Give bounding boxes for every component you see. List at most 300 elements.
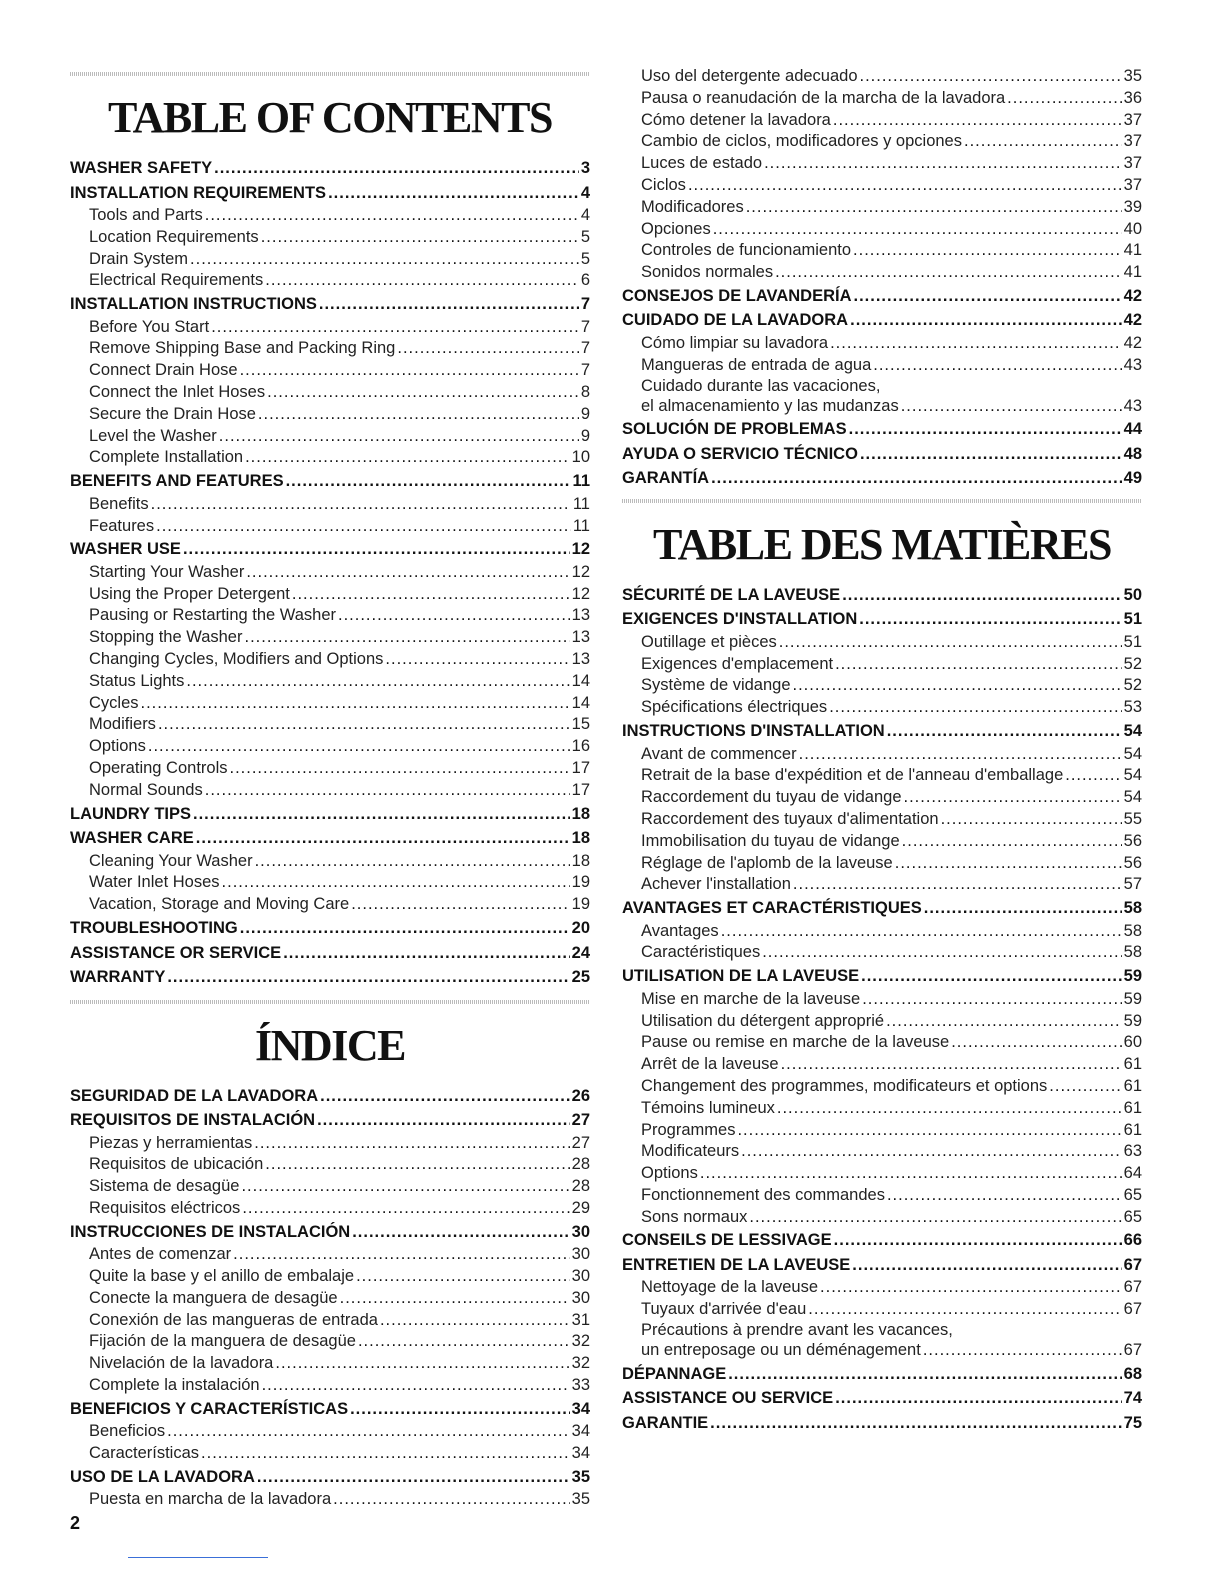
toc-subsection-entry[interactable]: [622, 1076, 1142, 1098]
dot-leader: [741, 1141, 1122, 1163]
dot-leader: [233, 1244, 569, 1266]
entry-title: Système de vidange: [641, 676, 791, 695]
entry-title: DÉPANNAGE: [622, 1364, 727, 1383]
entry-page-number: 37: [1123, 175, 1142, 194]
toc-subsection-entry[interactable]: [622, 697, 1142, 719]
entry-title: Nivelación de la lavadora: [89, 1354, 274, 1373]
entry-title: LAUNDRY TIPS: [70, 804, 192, 823]
toc-subsection-entry[interactable]: [622, 1054, 1142, 1076]
dot-leader: [860, 442, 1122, 467]
dot-leader: [781, 1054, 1122, 1076]
entry-page-number: 12: [571, 540, 590, 559]
toc-section-entry[interactable]: [622, 308, 1142, 333]
dot-leader: [833, 110, 1122, 132]
dot-leader: [749, 1207, 1121, 1229]
entry-page-number: 49: [1123, 469, 1142, 488]
toc-subsection-entry[interactable]: [622, 989, 1142, 1011]
dot-leader: [255, 851, 570, 873]
toc-section-entry[interactable]: [70, 181, 590, 206]
toc-subsection-entry[interactable]: [622, 765, 1142, 787]
toc-subsection-entry[interactable]: [70, 426, 590, 448]
entry-title: CONSEILS DE LESSIVAGE: [622, 1231, 832, 1250]
toc-subsection-entry[interactable]: [622, 1120, 1142, 1142]
entry-title: Raccordement du tuyau de vidange: [641, 788, 902, 807]
toc-subsection-entry[interactable]: [70, 780, 590, 802]
toc-subsection-entry[interactable]: [622, 632, 1142, 654]
dot-leader: [397, 338, 578, 360]
entry-title: Connect the Inlet Hoses: [89, 383, 266, 402]
toc-section-entry[interactable]: [622, 466, 1142, 491]
toc-subsection-entry[interactable]: [70, 1198, 590, 1220]
entry-title: Sons normaux: [641, 1207, 748, 1226]
toc-section-entry[interactable]: [70, 469, 590, 494]
entry-title: SÉCURITÉ DE LA LAVEUSE: [622, 585, 841, 604]
dot-leader: [887, 719, 1122, 744]
toc-subsection-entry[interactable]: [70, 516, 590, 538]
toc-subsection-entry[interactable]: [70, 1421, 590, 1443]
entry-title: Uso del detergente adecuado: [641, 67, 858, 85]
toc-subsection-entry[interactable]: [622, 355, 1142, 377]
entry-title: SOLUCIÓN DE PROBLEMAS: [622, 420, 847, 439]
entry-page-number: 67: [1123, 1278, 1142, 1297]
entry-page-number: 12: [571, 562, 590, 581]
entry-title: un entreposage ou un déménagement: [641, 1341, 921, 1360]
entry-page-number: 17: [571, 780, 590, 799]
toc-subsection-entry[interactable]: [622, 1207, 1142, 1229]
dot-leader: [240, 360, 579, 382]
entry-title: Raccordement des tuyaux d'alimentation: [641, 809, 939, 828]
entry-page-number: 18: [571, 829, 590, 848]
toc-section-entry[interactable]: [70, 826, 590, 851]
entry-title: Requisitos eléctricos: [89, 1198, 241, 1217]
toc-subsection-entry[interactable]: [622, 675, 1142, 697]
toc-subsection-entry[interactable]: [622, 197, 1142, 219]
toc-subsection-entry[interactable]: [70, 758, 590, 780]
dot-leader: [205, 205, 579, 227]
dot-leader: [262, 1375, 570, 1397]
toc-subsection-entry[interactable]: [622, 744, 1142, 766]
entry-page-number: 4: [580, 206, 590, 224]
entry-page-number: 30: [571, 1245, 590, 1264]
entry-page-number: 39: [1123, 197, 1142, 216]
entry-page-number: 7: [580, 295, 590, 314]
entry-title: Cleaning Your Washer: [89, 851, 253, 870]
entry-page-number: 58: [1123, 921, 1142, 940]
entry-page-number: 61: [1123, 1120, 1142, 1139]
dot-leader: [292, 584, 570, 606]
toc-subsection-entry[interactable]: [70, 1244, 590, 1266]
entry-title: Electrical Requirements: [89, 271, 264, 290]
dot-leader: [242, 1198, 569, 1220]
toc-subsection-entry[interactable]: [70, 360, 590, 382]
entry-title: Mise en marche de la laveuse: [641, 989, 861, 1008]
toc-subsection-entry[interactable]: [70, 1489, 590, 1511]
toc-subsection-entry[interactable]: [70, 627, 590, 649]
entry-title: Beneficios: [89, 1422, 166, 1441]
dot-leader: [167, 1421, 570, 1443]
toc-subsection-entry[interactable]: [70, 1176, 590, 1198]
dot-leader: [862, 989, 1121, 1011]
dot-leader: [246, 562, 569, 584]
toc-section-entry[interactable]: [70, 916, 590, 941]
entry-page-number: 16: [571, 737, 590, 756]
entry-page-number: 25: [571, 968, 590, 987]
dot-leader: [254, 1133, 569, 1155]
entry-title: INSTALLATION INSTRUCTIONS: [70, 295, 317, 314]
toc-section-entry[interactable]: [622, 417, 1142, 442]
entry-title: Opciones: [641, 219, 711, 238]
dot-leader: [859, 607, 1121, 632]
toc-subsection-entry[interactable]: [70, 382, 590, 404]
footer-line: [128, 1557, 268, 1558]
toc-subsection-entry[interactable]: [70, 605, 590, 627]
entry-page-number: 30: [571, 1288, 590, 1307]
entry-title: Complete la instalación: [89, 1375, 260, 1394]
dot-leader: [762, 942, 1121, 964]
dot-leader: [193, 802, 570, 827]
toc-subsection-entry[interactable]: [70, 1288, 590, 1310]
entry-page-number: 54: [1123, 788, 1142, 807]
dot-leader: [873, 355, 1121, 377]
dot-leader: [820, 1277, 1122, 1299]
toc-subsection-entry[interactable]: [622, 942, 1142, 964]
entry-page-number: 43: [1123, 396, 1142, 415]
toc-subsection-entry[interactable]: [70, 205, 590, 227]
entry-title: Tools and Parts: [89, 206, 203, 224]
toc-subsection-entry[interactable]: [70, 851, 590, 873]
toc-section-entry[interactable]: [70, 1465, 590, 1490]
toc-section-entry[interactable]: [70, 1108, 590, 1133]
entry-title: Starting Your Washer: [89, 562, 245, 581]
dot-leader: [777, 1098, 1122, 1120]
entry-page-number: 37: [1123, 132, 1142, 151]
toc-section-entry[interactable]: [622, 284, 1142, 309]
entry-title: Controles de funcionamiento: [641, 241, 852, 260]
entry-title: Fonctionnement des commandes: [641, 1185, 885, 1204]
dot-leader: [186, 671, 569, 693]
dot-leader: [385, 649, 569, 671]
toc-section-entry[interactable]: [70, 802, 590, 827]
dot-leader: [904, 787, 1122, 809]
entry-title: ASSISTANCE OU SERVICE: [622, 1389, 834, 1408]
toc-section-entry[interactable]: [70, 941, 590, 966]
entry-page-number: 43: [1123, 355, 1142, 374]
toc-subsection-entry[interactable]: [622, 1299, 1142, 1321]
toc-subsection-entry[interactable]: [70, 584, 590, 606]
toc-subsection-entry[interactable]: [622, 831, 1142, 853]
toc-subsection-entry[interactable]: [622, 175, 1142, 197]
toc-subsection-entry[interactable]: [622, 1032, 1142, 1054]
dot-leader: [764, 153, 1122, 175]
toc-subsection-entry[interactable]: [622, 921, 1142, 943]
entry-page-number: 30: [571, 1222, 590, 1241]
entry-page-number: 17: [571, 759, 590, 778]
entry-page-number: 34: [571, 1422, 590, 1441]
entry-page-number: 56: [1123, 853, 1142, 872]
toc-subsection-entry[interactable]: [70, 1310, 590, 1332]
entry-title: Pause ou remise en marche de la laveuse: [641, 1033, 950, 1052]
toc-subsection-entry[interactable]: [70, 736, 590, 758]
toc-subsection-entry[interactable]: [622, 1011, 1142, 1033]
toc-section-entry[interactable]: [622, 964, 1142, 989]
dot-leader: [941, 809, 1122, 831]
entry-title: Remove Shipping Base and Packing Ring: [89, 339, 396, 358]
toc-section-entry[interactable]: [622, 442, 1142, 467]
entry-title: Outillage et pièces: [641, 632, 777, 651]
right-column: [622, 66, 1142, 1435]
toc-section-entry[interactable]: [622, 1362, 1142, 1387]
toc-subsection-entry[interactable]: [622, 66, 1142, 88]
entry-title: Changing Cycles, Modifiers and Options: [89, 650, 384, 669]
entry-title: BENEFITS AND FEATURES: [70, 472, 284, 491]
dot-leader: [700, 1163, 1122, 1185]
toc-section-entry[interactable]: [622, 896, 1142, 921]
entry-title: BENEFICIOS Y CARACTERÍSTICAS: [70, 1399, 349, 1418]
toc-subsection-entry[interactable]: [70, 494, 590, 516]
entry-page-number: 24: [571, 943, 590, 962]
entry-page-number: 33: [571, 1375, 590, 1394]
entry-page-number: 19: [571, 895, 590, 914]
toc-subsection-entry[interactable]: [622, 131, 1142, 153]
toc-subsection-entry[interactable]: [70, 1266, 590, 1288]
entry-page-number: 26: [571, 1086, 590, 1105]
entry-title: USO DE LA LAVADORA: [70, 1467, 255, 1486]
dot-leader: [861, 964, 1122, 989]
entry-title: Secure the Drain Hose: [89, 404, 256, 423]
dot-leader: [964, 131, 1122, 153]
entry-title: CUIDADO DE LA LAVADORA: [622, 311, 849, 330]
toc-subsection-entry[interactable]: [622, 153, 1142, 175]
toc-subsection-entry[interactable]: [70, 270, 590, 292]
toc-section-entry[interactable]: [622, 719, 1142, 744]
dot-leader: [721, 921, 1122, 943]
entry-page-number: 44: [1123, 420, 1142, 439]
toc-section-entry[interactable]: [70, 1220, 590, 1245]
toc-subsection-entry[interactable]: [622, 240, 1142, 262]
entry-title: GARANTIE: [622, 1413, 709, 1432]
entry-page-number: 67: [1123, 1300, 1142, 1319]
entry-page-number: 11: [572, 516, 590, 535]
toc-subsection-entry[interactable]: [70, 404, 590, 426]
entry-page-number: 42: [1123, 286, 1142, 305]
entry-title: Options: [89, 737, 146, 756]
entry-title: Fijación de la manguera de desagüe: [89, 1332, 356, 1351]
toc-subsection-entry[interactable]: [70, 317, 590, 339]
entry-page-number: 41: [1123, 241, 1142, 260]
entry-page-number: 60: [1123, 1033, 1142, 1052]
entry-title: Conexión de las mangueras de entrada: [89, 1310, 378, 1329]
entry-title: Témoins lumineux: [641, 1098, 775, 1117]
dot-leader: [240, 916, 570, 941]
entry-page-number: 11: [572, 494, 590, 513]
dot-leader: [205, 780, 570, 802]
entry-title: Location Requirements: [89, 227, 259, 246]
dot-leader: [265, 270, 579, 292]
toc-section-entry[interactable]: [622, 1228, 1142, 1253]
entry-title: Caractéristiques: [641, 943, 761, 962]
dot-leader: [222, 872, 570, 894]
toc-section-entry[interactable]: [70, 537, 590, 562]
toc-subsection-entry[interactable]: [70, 671, 590, 693]
entry-page-number: 54: [1123, 766, 1142, 785]
toc-subsection-entry[interactable]: [622, 654, 1142, 676]
entry-title: EXIGENCES D'INSTALLATION: [622, 610, 858, 629]
dot-leader: [688, 175, 1122, 197]
toc-subsection-entry[interactable]: [622, 396, 1142, 418]
toc-subsection-entry[interactable]: [70, 338, 590, 360]
dot-leader: [793, 675, 1122, 697]
toc-subsection-entry[interactable]: [622, 110, 1142, 132]
toc-subsection-entry[interactable]: [622, 262, 1142, 284]
toc-subsection-entry[interactable]: [70, 562, 590, 584]
toc-subsection-entry[interactable]: [70, 714, 590, 736]
entry-page-number: 27: [571, 1133, 590, 1152]
entry-page-number: 37: [1123, 110, 1142, 129]
entry-title: Modificateurs: [641, 1142, 740, 1161]
entry-page-number: 6: [580, 271, 590, 290]
toc-subsection-entry[interactable]: [622, 809, 1142, 831]
toc-subsection-entry[interactable]: [622, 853, 1142, 875]
dot-leader: [924, 896, 1122, 921]
entry-page-number: 28: [571, 1155, 590, 1174]
dot-leader: [286, 469, 571, 494]
dot-leader: [156, 516, 571, 538]
dot-leader: [201, 1443, 570, 1465]
dot-leader: [211, 317, 579, 339]
entry-title: Características: [89, 1444, 200, 1463]
entry-page-number: 27: [571, 1111, 590, 1130]
toc-section-entry[interactable]: [70, 965, 590, 990]
toc-section-entry[interactable]: [70, 292, 590, 317]
dot-leader: [352, 1220, 569, 1245]
entry-title: Exigences d'emplacement: [641, 654, 834, 673]
dot-leader: [1065, 765, 1121, 787]
entry-title: Retrait de la base d'expédition et de l'anneau d'emballage: [641, 766, 1064, 785]
entry-page-number: 61: [1123, 1076, 1142, 1095]
dot-leader: [829, 697, 1121, 719]
entry-page-number: 32: [571, 1354, 590, 1373]
toc-subsection-entry[interactable]: [622, 1277, 1142, 1299]
toc-en-title: TABLE OF CONTENTS: [108, 93, 552, 142]
dot-leader: [713, 219, 1122, 241]
entry-page-number: 7: [580, 339, 590, 358]
entry-page-number: 5: [580, 227, 590, 246]
entry-page-number: 55: [1123, 809, 1142, 828]
entry-page-number: 29: [571, 1198, 590, 1217]
toc-subsection-entry[interactable]: [70, 894, 590, 916]
entry-title: Programmes: [641, 1120, 736, 1139]
entry-page-number: 9: [580, 404, 590, 423]
entry-page-number: 32: [571, 1332, 590, 1351]
toc-subsection-entry[interactable]: [622, 1163, 1142, 1185]
entry-title: Puesta en marcha de la lavadora: [89, 1490, 332, 1509]
toc-subsection-entry[interactable]: [70, 1375, 590, 1397]
entry-page-number: 40: [1123, 219, 1142, 238]
entry-page-number: 14: [571, 693, 590, 712]
entry-title: AYUDA O SERVICIO TÉCNICO: [622, 444, 858, 463]
dot-leader: [328, 181, 579, 206]
dot-leader: [860, 66, 1122, 88]
toc-subsection-entry[interactable]: [70, 693, 590, 715]
entry-title: AVANTAGES ET CARACTÉRISTIQUES: [622, 899, 922, 918]
toc-subsection-entry[interactable]: [70, 249, 590, 271]
entry-title: Arrêt de la laveuse: [641, 1055, 779, 1074]
entry-page-number: 51: [1123, 610, 1142, 629]
entry-page-number: 59: [1123, 989, 1142, 1008]
entry-title: Tuyaux d'arrivée d'eau: [641, 1300, 807, 1319]
toc-subsection-entry[interactable]: [70, 1353, 590, 1375]
entry-page-number: 13: [571, 628, 590, 647]
dot-leader: [258, 404, 579, 426]
toc-section-entry[interactable]: [622, 1386, 1142, 1411]
toc-subsection-entry[interactable]: [70, 1154, 590, 1176]
toc-subsection-entry[interactable]: [70, 872, 590, 894]
toc-section-entry[interactable]: [70, 1084, 590, 1109]
toc-subsection-entry[interactable]: [622, 874, 1142, 896]
entry-title: Requisitos de ubicación: [89, 1155, 264, 1174]
section-divider: [70, 1000, 590, 1004]
toc-subsection-entry[interactable]: [622, 1185, 1142, 1207]
entry-title: Stopping the Washer: [89, 628, 243, 647]
toc-subsection-entry[interactable]: [70, 1331, 590, 1353]
entry-page-number: 54: [1123, 744, 1142, 763]
toc-subsection-entry[interactable]: [70, 447, 590, 469]
dot-leader: [283, 941, 569, 966]
entry-page-number: 59: [1123, 967, 1142, 986]
toc-section-entry[interactable]: [622, 1253, 1142, 1278]
dot-leader: [779, 632, 1122, 654]
toc-section-entry[interactable]: [622, 607, 1142, 632]
entry-page-number: 53: [1123, 698, 1142, 717]
page-number: 2: [70, 1513, 81, 1533]
entry-page-number: 68: [1123, 1364, 1142, 1383]
entry-title: REQUISITOS DE INSTALACIÓN: [70, 1111, 316, 1130]
entry-title: Modificadores: [641, 197, 744, 216]
entry-page-number: 65: [1123, 1207, 1142, 1226]
toc-subsection-entry[interactable]: [70, 1443, 590, 1465]
toc-subsection-entry[interactable]: [70, 227, 590, 249]
toc-section-entry[interactable]: [70, 156, 590, 181]
toc-subsection-entry[interactable]: [622, 1340, 1142, 1362]
entry-title: Status Lights: [89, 671, 185, 690]
toc-en-list: [70, 156, 590, 990]
toc-subsection-entry[interactable]: [622, 1141, 1142, 1163]
entry-page-number: 64: [1123, 1164, 1142, 1183]
entry-title: CONSEJOS DE LAVANDERÍA: [622, 286, 852, 305]
entry-page-number: 28: [571, 1177, 590, 1196]
toc-subsection-entry[interactable]: [622, 333, 1142, 355]
toc-subsection-entry[interactable]: [622, 219, 1142, 241]
dot-leader: [265, 1154, 569, 1176]
toc-subsection-entry[interactable]: [622, 787, 1142, 809]
entry-title: Normal Sounds: [89, 780, 203, 799]
toc-subsection-entry[interactable]: [70, 649, 590, 671]
toc-section-entry[interactable]: [622, 1411, 1142, 1436]
dot-leader: [834, 1228, 1122, 1253]
entry-page-number: 56: [1123, 831, 1142, 850]
entry-title: ASSISTANCE OR SERVICE: [70, 943, 282, 962]
toc-section-entry[interactable]: [70, 1397, 590, 1422]
entry-page-number: 35: [1123, 67, 1142, 85]
entry-page-number: 48: [1123, 444, 1142, 463]
toc-section-entry[interactable]: [622, 583, 1142, 608]
toc-subsection-entry[interactable]: [70, 1133, 590, 1155]
entry-page-number: 19: [571, 873, 590, 892]
dot-leader: [728, 1362, 1121, 1387]
dot-leader: [333, 1489, 569, 1511]
toc-subsection-entry[interactable]: [622, 1098, 1142, 1120]
toc-subsection-entry[interactable]: [622, 88, 1142, 110]
